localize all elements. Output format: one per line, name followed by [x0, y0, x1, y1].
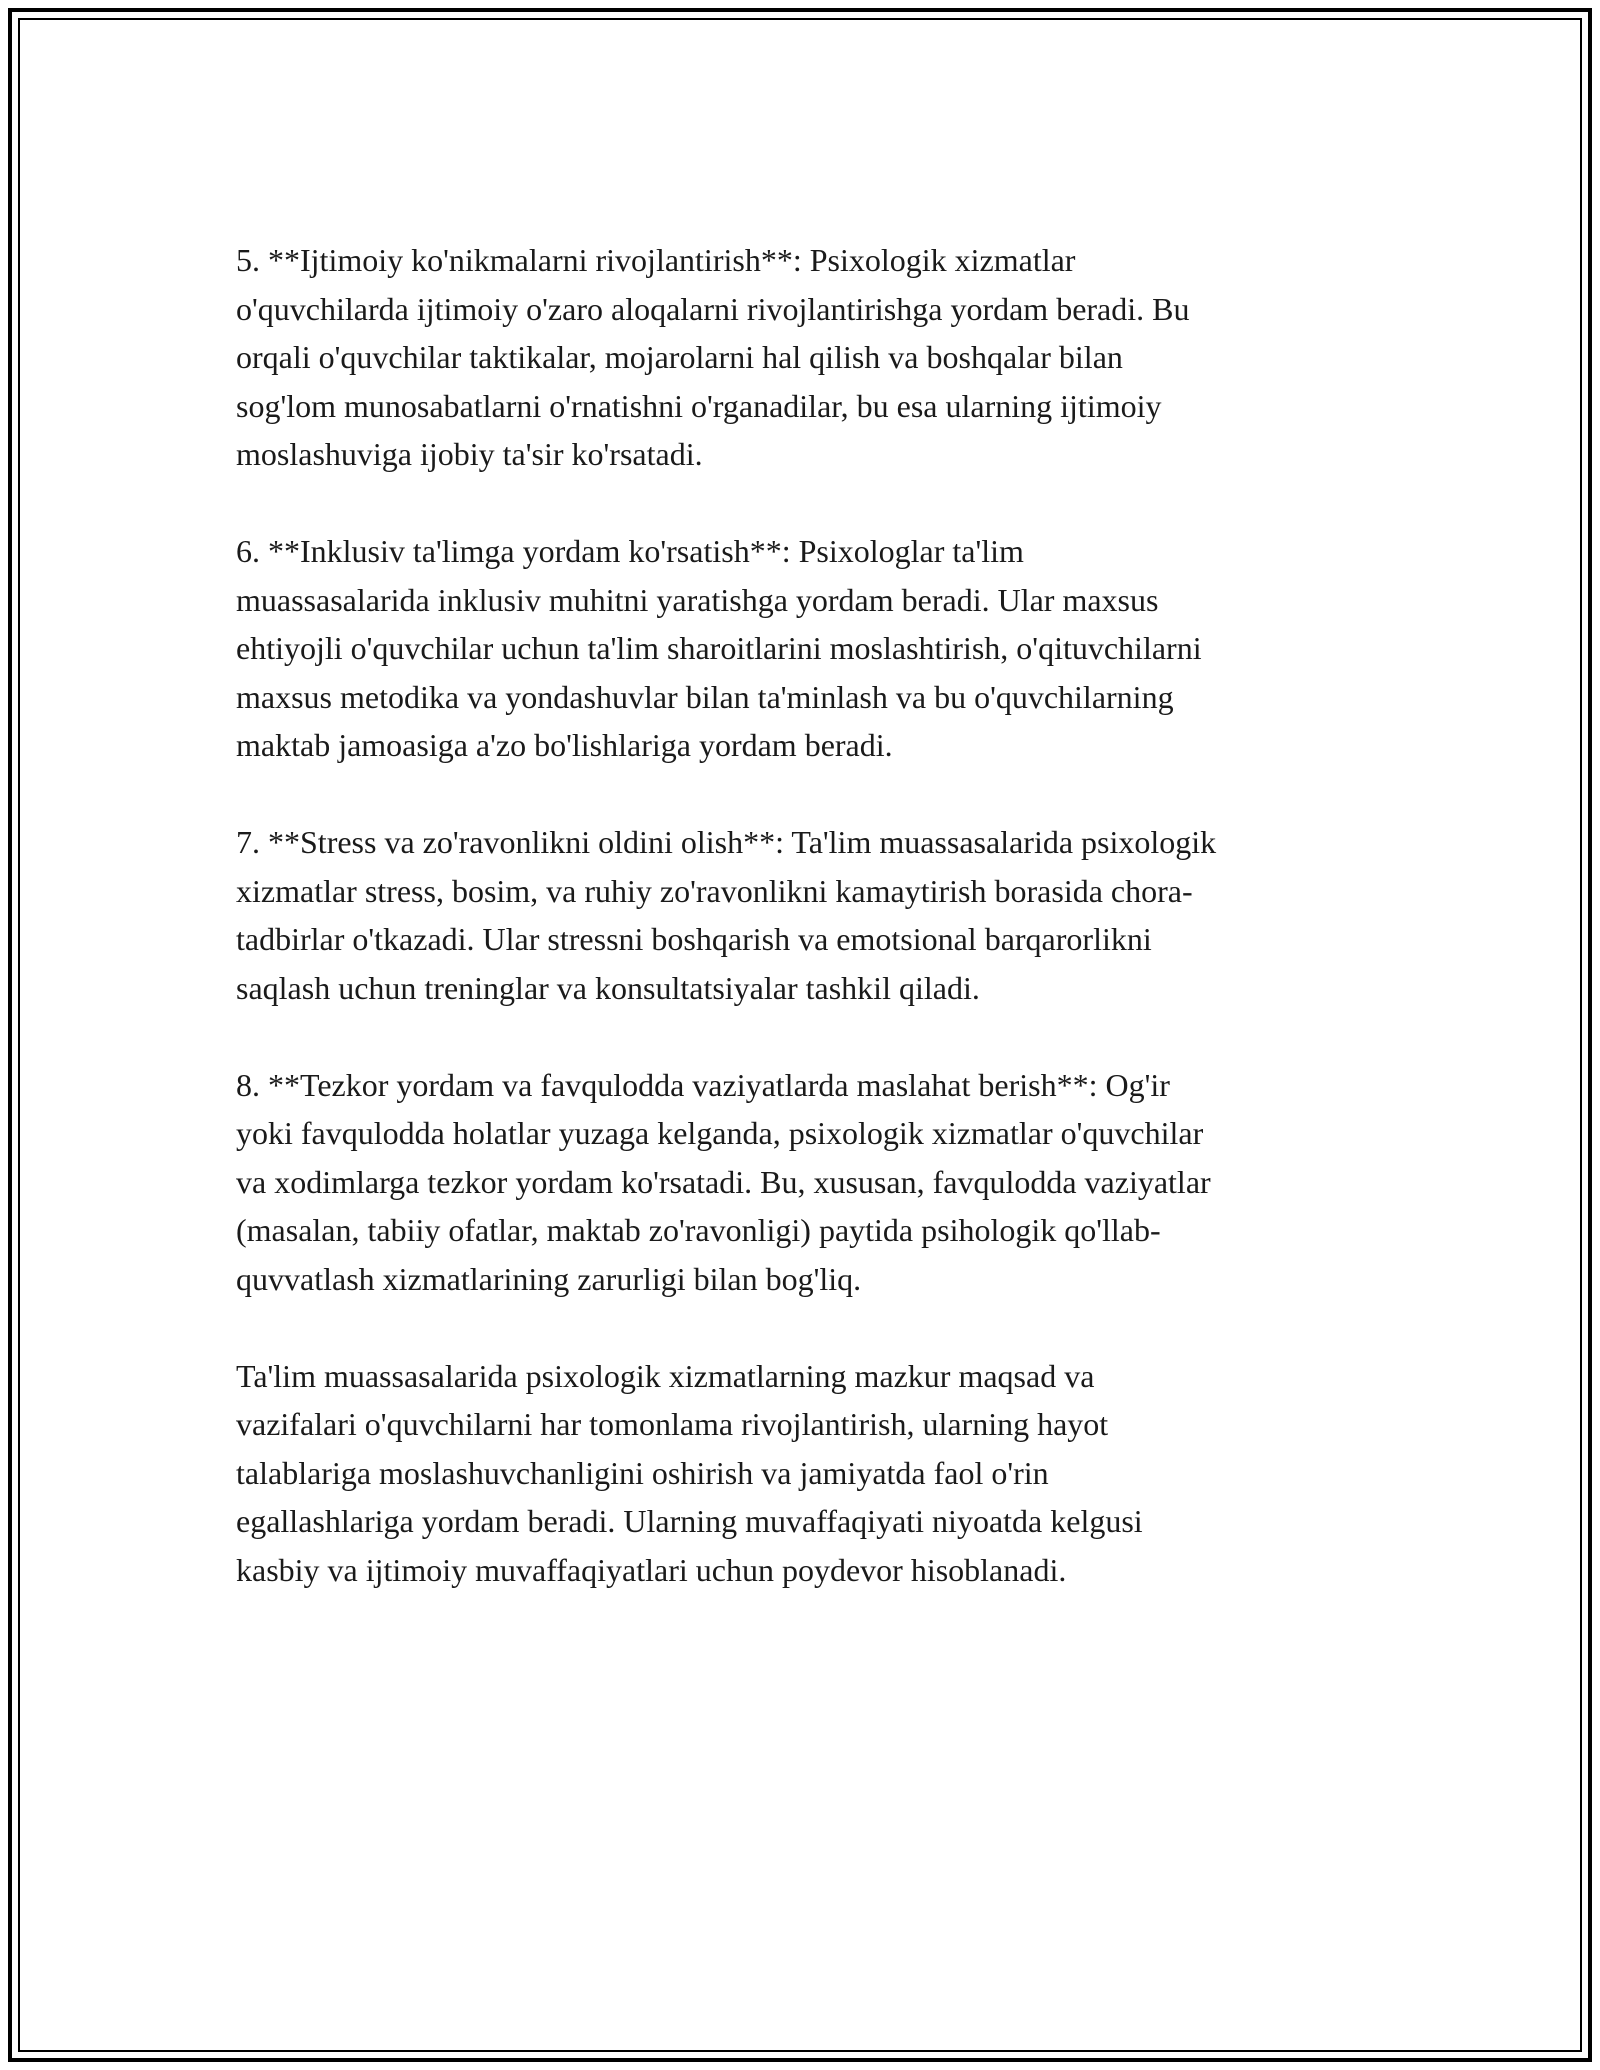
text-line: (masalan, tabiiy ofatlar, maktab zo'ravonligi) paytida psihologik qo'llab- — [236, 1212, 1161, 1248]
text-line: talablariga moslashuvchanligini oshirish va jamiyatda faol o'rin — [236, 1454, 1049, 1491]
text-line: maktab jamoasiga a'zo bo'lishlariga yordam beradi. — [236, 727, 893, 763]
text-line: 5. **Ijtimoiy ko'nikmalarni rivojlantirish**: Psixologik xizmatlar — [236, 242, 1076, 278]
paragraph-social-skills — [236, 236, 1366, 479]
text-line: maxsus metodika va yondashuvlar bilan ta'minlash va bu o'quvchilarning — [236, 678, 1174, 715]
text-line: 7. **Stress va zo'ravonlikni oldini olish**: Ta'lim muassasalarida psixologik — [236, 824, 1217, 860]
text-line: va xodimlarga tezkor yordam ko'rsatadi. Bu, xususan, favqulodda vaziyatlar — [236, 1163, 1211, 1200]
text-line: tadbirlar o'tkazadi. Ular stressni boshqarish va emotsional barqarorlikni — [236, 921, 1152, 957]
paragraph-stress-prevention — [236, 818, 1366, 1012]
text-line: sog'lom munosabatlarni o'rnatishni o'rganadilar, bu esa ularning ijtimoiy — [236, 387, 1162, 424]
paragraph-inclusive-education — [236, 527, 1366, 770]
text-line: egallashlariga yordam beradi. Ularning muvaffaqiyati niyoatda kelgusi — [236, 1503, 1143, 1539]
text-line: vazifalari o'quvchilarni har tomonlama rivojlantirish, ularning hayot — [236, 1406, 1109, 1442]
document-body — [236, 236, 1366, 1643]
text-line: 8. **Tezkor yordam va favqulodda vaziyatlarda maslahat berish**: Og'ir — [236, 1066, 1170, 1103]
text-line: quvvatlash xizmatlarining zarurligi bilan bog'liq. — [236, 1260, 862, 1297]
text-line: moslashuviga ijobiy ta'sir ko'rsatadi. — [236, 436, 703, 472]
text-line: xizmatlar stress, bosim, va ruhiy zo'ravonlikni kamaytirish borasida chora- — [236, 872, 1193, 909]
text-line: yoki favqulodda holatlar yuzaga kelganda, psixologik xizmatlar o'quvchilar — [236, 1115, 1204, 1151]
text-line: kasbiy va ijtimoiy muvaffaqiyatlari uchun poydevor hisoblanadi. — [236, 1551, 1067, 1588]
text-line: orqali o'quvchilar taktikalar, mojarolarni hal qilish va boshqalar bilan — [236, 339, 1123, 375]
text-line: muassasalarida inklusiv muhitni yaratishga yordam beradi. Ular maxsus — [236, 581, 1159, 618]
text-line: 6. **Inklusiv ta'limga yordam ko'rsatish**: Psixologlar ta'lim — [236, 533, 1024, 569]
paragraph-conclusion — [236, 1352, 1366, 1595]
text-line: Ta'lim muassasalarida psixologik xizmatlarning mazkur maqsad va — [236, 1357, 1095, 1394]
text-line: ehtiyojli o'quvchilar uchun ta'lim sharoitlarini moslashtirish, o'qituvchilarni — [236, 630, 1202, 666]
text-line: o'quvchilarda ijtimoiy o'zaro aloqalarni rivojlantirishga yordam beradi. Bu — [236, 290, 1190, 327]
text-line: saqlash uchun treninglar va konsultatsiyalar tashkil qiladi. — [236, 969, 980, 1006]
paragraph-emergency-help — [236, 1061, 1366, 1304]
